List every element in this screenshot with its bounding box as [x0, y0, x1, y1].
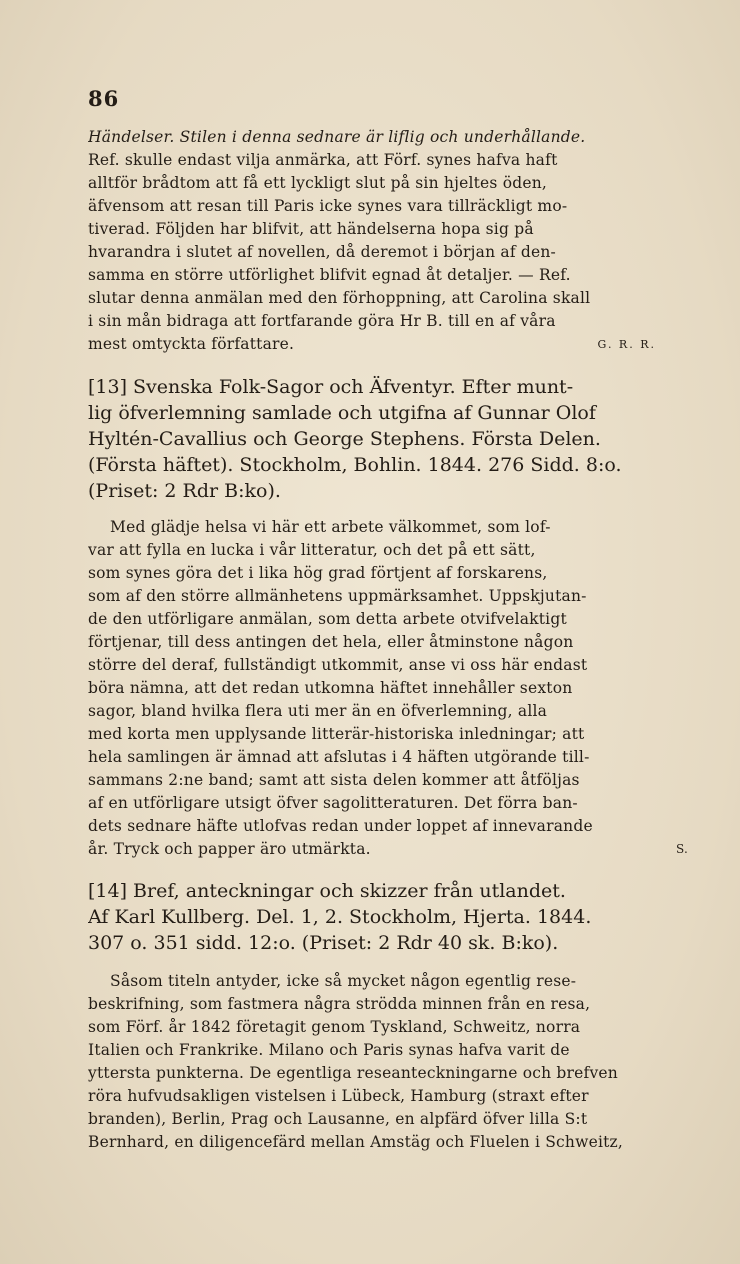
text-line: hela samlingen är ämnad att afslutas i 4 häften utgörande till-	[88, 748, 590, 766]
heading-line: Hyltén-Cavallius och George Stephens. Första Delen.	[88, 428, 601, 450]
text-line: alltför brådtom att få ett lyckligt slut på sin hjeltes öden,	[88, 174, 548, 192]
heading-line: (Första häftet). Stockholm, Bohlin. 1844. 276 Sidd. 8:o.	[88, 454, 622, 476]
text-line: samma en större utförlighet blifvit egnad åt detaljer. — Ref.	[88, 266, 571, 284]
text-line: böra nämna, att det redan utkomna häftet innehåller sexton	[88, 679, 573, 697]
text-line: dets sednare häfte utlofvas redan under loppet af innevarande	[88, 817, 593, 835]
text-line: äfvensom att resan till Paris icke synes vara tillräckligt mo-	[88, 197, 568, 215]
entry-14-body	[88, 970, 696, 1154]
page-number: 86	[88, 86, 120, 111]
text-line: sagor, bland hvilka flera uti mer än en öfverlemning, alla	[88, 702, 548, 720]
entry-14-heading	[88, 878, 696, 956]
text-line: Bernhard, en diligencefärd mellan Amstäg och Fluelen i Schweitz,	[88, 1133, 624, 1151]
text-line: Italien och Frankrike. Milano och Paris synas hafva varit de	[88, 1041, 570, 1059]
text-line: beskrifning, som fastmera några strödda minnen från en resa,	[88, 995, 591, 1013]
text-line: slutar denna anmälan med den förhoppning, att Carolina skall	[88, 289, 591, 307]
text-line: branden), Berlin, Prag och Lausanne, en alpfärd öfver lilla S:t	[88, 1110, 588, 1128]
reviewer-signature: S.	[675, 842, 688, 856]
text-line: i sin mån bidraga att fortfarande göra Hr B. till en af våra	[88, 312, 556, 330]
text-line: tiverad. Följden har blifvit, att händelserna hopa sig på	[88, 220, 534, 238]
text-line: yttersta punkterna. De egentliga reseanteckningarne och brefven	[88, 1064, 618, 1082]
heading-line: 307 o. 351 sidd. 12:o. (Priset: 2 Rdr 40 sk. B:ko).	[88, 932, 559, 954]
text-line: som af den större allmänhetens uppmärksamhet. Uppskjutan-	[88, 587, 587, 605]
text-line: mest omtyckta författare. G. R. R.	[88, 333, 696, 356]
text-line: Såsom titeln antyder, icke så mycket någon egentlig rese-	[110, 972, 577, 990]
entry-13-body	[88, 516, 696, 861]
heading-line: Af Karl Kullberg. Del. 1, 2. Stockholm, Hjerta. 1844.	[88, 906, 592, 928]
text-line: af en utförligare utsigt öfver sagolitteraturen. Det förra ban-	[88, 794, 578, 812]
text-line: röra hufvudsakligen vistelsen i Lübeck, Hamburg (straxt efter	[88, 1087, 589, 1105]
text-line: var att fylla en lucka i vår litteratur, och det på ett sätt,	[88, 541, 536, 559]
reviewer-signature: G. R. R.	[597, 338, 656, 351]
text-line: Med glädje helsa vi här ett arbete välkommet, som lof-	[110, 518, 551, 536]
heading-line: [14] Bref, anteckningar och skizzer från utlandet.	[88, 880, 566, 902]
heading-line: (Priset: 2 Rdr B:ko).	[88, 480, 281, 502]
text-line: hvarandra i slutet af novellen, då deremot i början af den-	[88, 243, 556, 261]
text-line: större del deraf, fullständigt utkommit, anse vi oss här endast	[88, 656, 588, 674]
text-line: Ref. skulle endast vilja anmärka, att Förf. synes hafva haft	[88, 151, 558, 169]
entry-13-heading	[88, 374, 696, 504]
text-line: som synes göra det i lika hög grad förtjent af forskarens,	[88, 564, 548, 582]
heading-line: lig öfverlemning samlade och utgifna af Gunnar Olof	[88, 402, 596, 424]
text-line: år. Tryck och papper äro utmärkta. S.	[88, 838, 696, 861]
text-line: med korta men upplysande litterär-historiska inledningar; att	[88, 725, 585, 743]
text-line: sammans 2:ne band; samt att sista delen kommer att åtföljas	[88, 771, 580, 789]
previous-review-text	[88, 126, 696, 356]
text-line: de den utförligare anmälan, som detta arbete otvifvelaktigt	[88, 610, 567, 628]
heading-line: [13] Svenska Folk-Sagor och Äfventyr. Efter munt-	[88, 376, 574, 398]
text-line: förtjenar, till dess antingen det hela, eller åtminstone någon	[88, 633, 574, 651]
text-line: Händelser. Stilen i denna sednare är liflig och underhållande.	[88, 128, 586, 146]
text-line: som Förf. år 1842 företagit genom Tyskland, Schweitz, norra	[88, 1018, 581, 1036]
